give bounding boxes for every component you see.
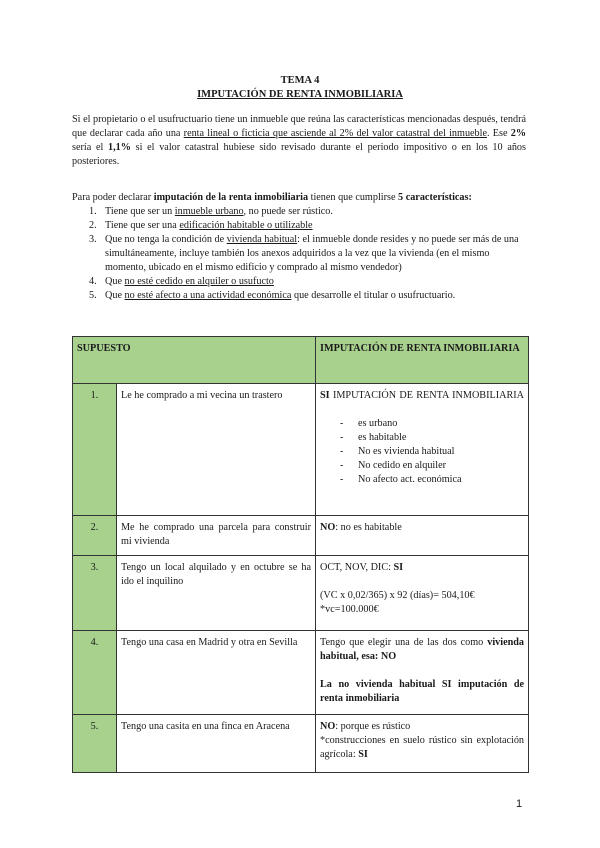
- list-underlined: vivienda habitual: [226, 234, 298, 245]
- intro-bold-rate: 1,1%: [108, 142, 131, 153]
- row-supuesto: Tengo una casita en una finca en Aracena: [117, 715, 316, 773]
- list-number: 5.: [89, 290, 97, 301]
- lead-text: Para poder declarar: [72, 192, 154, 203]
- list-item: - No cedido en alquiler: [320, 459, 524, 473]
- page-number: 1: [516, 798, 523, 810]
- imputacion-bold: NO: [320, 721, 336, 732]
- list-item: [72, 219, 530, 233]
- table-row: [73, 516, 529, 556]
- table-row: [73, 631, 529, 715]
- row-supuesto: Tengo un local alquilado y en octubre se ha ido el inquilino: [117, 556, 316, 631]
- list-item: - No afecto act. económica: [320, 473, 524, 487]
- document-title: TEMA 4: [280, 75, 320, 86]
- intro-text: . Ese: [487, 128, 511, 139]
- list-item: [72, 275, 530, 289]
- imputacion-line: [320, 720, 524, 734]
- list-item: - No es vivienda habitual: [320, 445, 524, 459]
- table-row: [73, 556, 529, 631]
- formula-line: (VC x 0,02/365) x 92 (días)= 504,10€: [320, 590, 475, 601]
- list-text: Tiene que ser un: [105, 206, 175, 217]
- intro-text: Si el propietario o el usufructuario tiene un inmueble que reúna las características mencionadas después, tendrá que declarar cada año una: [72, 114, 526, 139]
- list-number: 3.: [89, 234, 97, 245]
- lead-text: tienen que cumplirse: [308, 192, 399, 203]
- list-text: Que: [105, 276, 125, 287]
- list-text: , no puede ser rústico.: [243, 206, 333, 217]
- imputacion-line: [320, 561, 524, 575]
- requirements-lead: [72, 191, 532, 205]
- row-number: 1.: [73, 384, 117, 516]
- list-text: Tiene que ser una: [105, 220, 180, 231]
- lead-bold: imputación de la renta inmobiliaria: [153, 192, 309, 203]
- imputacion-text: Tengo que elegir una de las dos como: [320, 637, 488, 648]
- list-number: 2.: [89, 220, 97, 231]
- row-number: 2.: [73, 516, 117, 556]
- imputacion-bold: SI: [393, 562, 404, 573]
- imputacion-text: OCT, NOV, DIC:: [320, 562, 394, 573]
- list-number: 4.: [89, 276, 97, 287]
- row-supuesto: Tengo una casa en Madrid y otra en Sevilla: [117, 631, 316, 715]
- list-number: 1.: [89, 206, 97, 217]
- note-line: [320, 734, 524, 762]
- intro-bold-rate: 2%: [510, 128, 526, 139]
- list-text: Que: [105, 290, 125, 301]
- list-text: : el inmueble donde resides y no puede ser más de una simultáneamente, incluye también los anexos adquiridos a la vez que la vivienda (en el mismo momento, ubicado en el mismo edificio y comprado al mismo vendedor): [105, 234, 519, 273]
- title-block: [0, 74, 600, 102]
- list-item: - es habitable: [320, 431, 524, 445]
- table-header-row: [73, 337, 529, 384]
- lead-bold: 5 características:: [398, 192, 472, 203]
- list-text: que desarrolle el titular o usufructuario.: [291, 290, 456, 301]
- header-supuesto: SUPUESTO: [73, 337, 316, 384]
- row-imputacion: [316, 556, 529, 631]
- row-imputacion: [316, 715, 529, 773]
- note-line: *vc=100.000€: [320, 604, 379, 615]
- note-text: *construcciones en suelo rústico sin explotación agrícola:: [320, 735, 525, 760]
- row-imputacion: [316, 384, 529, 516]
- note-bold: SI: [358, 749, 368, 760]
- characteristics-list: [320, 417, 524, 487]
- row-imputacion: [316, 631, 529, 715]
- imputacion-bold: SI: [320, 390, 330, 401]
- intro-paragraph: [72, 113, 526, 169]
- header-imputacion: IMPUTACIÓN DE RENTA INMOBILIARIA: [316, 337, 529, 384]
- list-text: Que no tenga la condición de: [105, 234, 227, 245]
- imputacion-text: : porque es rústico: [335, 721, 411, 732]
- list-item: - es urbano: [320, 417, 524, 431]
- spacer: [320, 575, 524, 589]
- imputacion-text: : no es habitable: [335, 522, 402, 533]
- list-underlined: inmueble urbano: [174, 206, 244, 217]
- list-underlined: no esté cedido en alquiler o usufucto: [124, 276, 274, 287]
- imputacion-line: [320, 636, 524, 664]
- list-item: [72, 289, 530, 303]
- row-imputacion: [316, 516, 529, 556]
- document-subtitle: IMPUTACIÓN DE RENTA INMOBILIARIA: [197, 89, 403, 100]
- requirements-list: [72, 205, 530, 303]
- row-supuesto: Le he comprado a mi vecina un trastero: [117, 384, 316, 516]
- intro-text: sería el: [72, 142, 109, 153]
- list-item: [72, 233, 530, 275]
- list-underlined: no esté afecto a una actividad económica: [124, 290, 292, 301]
- imputacion-bold: vivienda habitual, esa: NO: [320, 637, 525, 662]
- row-supuesto: Me he comprado una parcela para construir mi vivienda: [117, 516, 316, 556]
- imputacion-text: IMPUTACIÓN DE RENTA INMOBILIARIA: [329, 390, 525, 401]
- list-item: [72, 205, 530, 219]
- cases-table: [72, 336, 529, 773]
- imputacion-bold: NO: [320, 522, 336, 533]
- row-number: 4.: [73, 631, 117, 715]
- row-number: 3.: [73, 556, 117, 631]
- intro-text: si el valor catastral hubiese sido revisado durante el periodo impositivo o en los 10 años posteriores.: [72, 142, 526, 167]
- list-underlined: edificación habitable o utilizable: [179, 220, 313, 231]
- conclusion-line: La no vivienda habitual SI imputación de renta inmobiliaria: [320, 679, 525, 704]
- imputacion-line: [320, 389, 524, 403]
- spacer: [320, 664, 524, 678]
- table-row: [73, 384, 529, 516]
- row-number: 5.: [73, 715, 117, 773]
- intro-underlined: renta lineal o ficticia que asciende al 2% del valor catastral del inmueble: [183, 128, 488, 139]
- table-row: [73, 715, 529, 773]
